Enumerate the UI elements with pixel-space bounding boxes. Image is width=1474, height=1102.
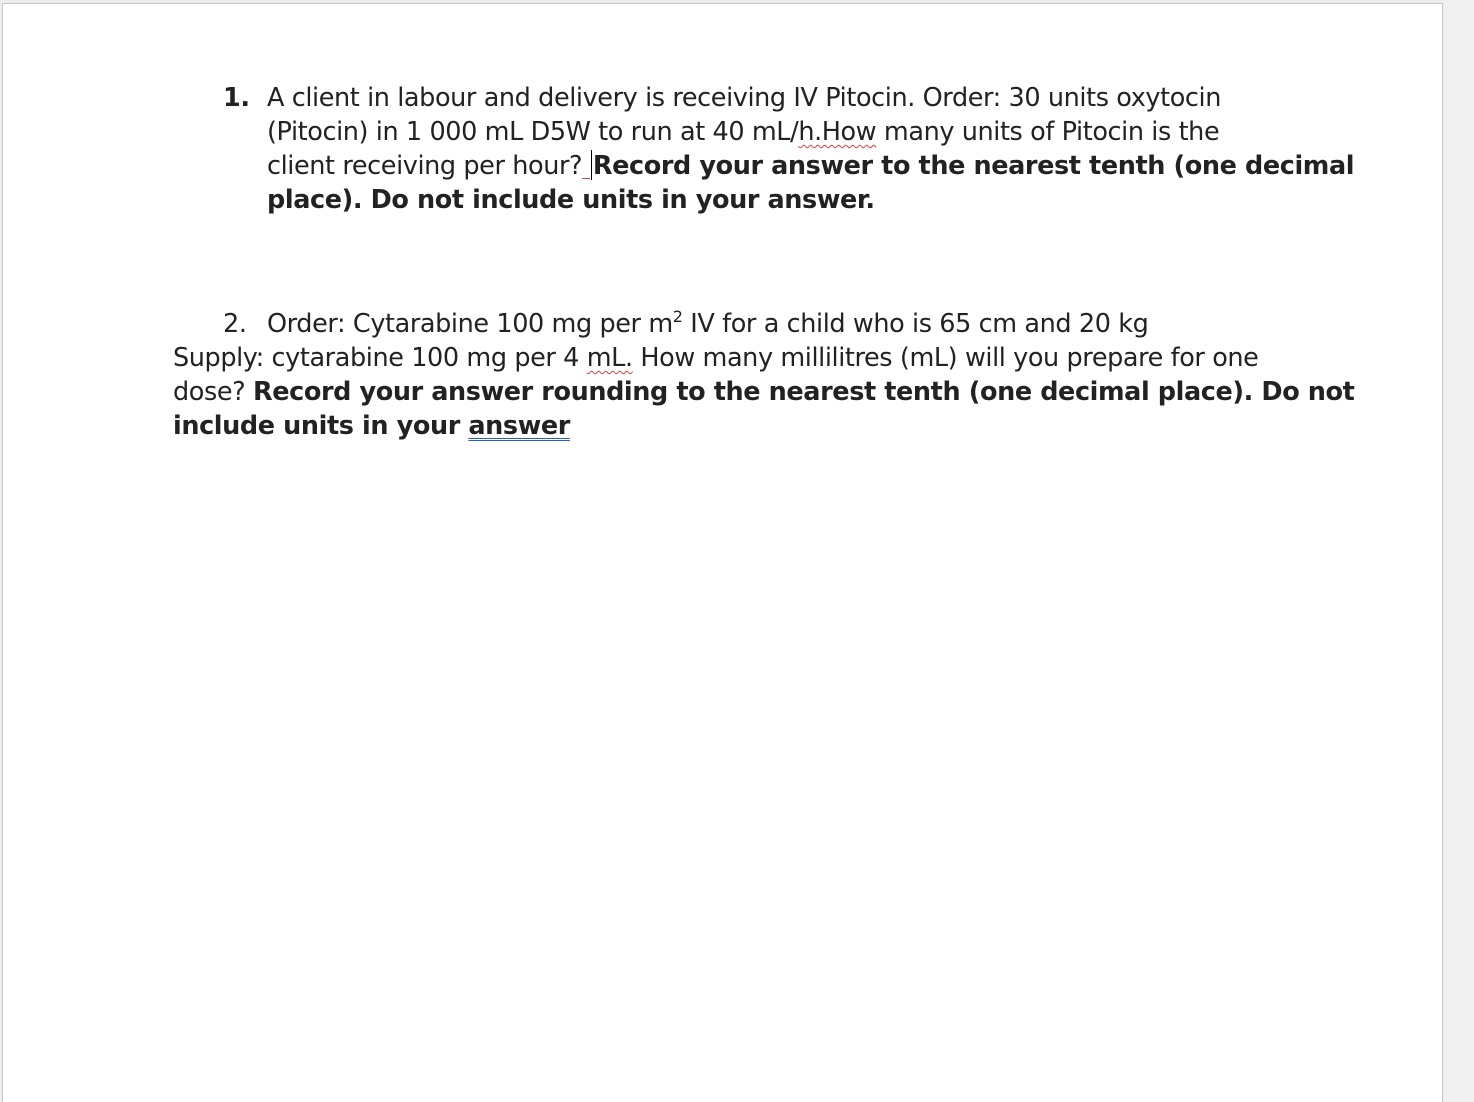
text-line	[267, 115, 1307, 149]
superscript: 2	[672, 307, 683, 326]
text-run: IV for a child who is 65 cm and 20 kg	[682, 309, 1149, 339]
text-run: Order: Cytarabine 100 mg per m	[267, 309, 673, 339]
question-text[interactable]	[173, 307, 1355, 443]
bold-instruction: Record your answer rounding to the nearest tenth (one decimal place). Do not	[253, 377, 1355, 407]
text-line	[267, 81, 1307, 115]
text-line	[267, 183, 1307, 217]
text-run: Supply: cytarabine 100 mg per 4	[173, 343, 587, 373]
bold-instruction: include units in your	[173, 411, 469, 441]
text-run: dose?	[173, 377, 254, 407]
spelling-flagged-text[interactable]: h.How	[798, 117, 877, 147]
bold-instruction: Record your answer to the nearest tenth (one decimal	[592, 151, 1355, 181]
text-run: A client in labour and delivery is receiving IV Pitocin. Order: 30 units oxytocin	[267, 83, 1221, 113]
question-number: 1.	[223, 83, 250, 113]
document-page[interactable]	[2, 3, 1443, 1102]
text-line	[267, 149, 1355, 183]
text-line	[173, 307, 1323, 341]
text-cursor	[591, 150, 592, 180]
text-run: How many millilitres (mL) will you prepare for one	[632, 343, 1259, 373]
bold-instruction: place). Do not include units in your answer.	[267, 185, 875, 215]
text-line	[173, 409, 1323, 443]
grammar-flagged-text[interactable]: answer	[468, 411, 570, 441]
grammar-flagged-space[interactable]	[582, 151, 590, 181]
question-text[interactable]	[267, 81, 1355, 217]
question-number: 2.	[223, 309, 247, 339]
text-line	[173, 375, 1355, 409]
spelling-flagged-text[interactable]: mL.	[586, 343, 633, 373]
text-line	[173, 341, 1323, 375]
scrollbar-track[interactable]	[1444, 0, 1474, 1102]
text-run: many units of Pitocin is the	[876, 117, 1220, 147]
text-run: (Pitocin) in 1 000 mL D5W to run at 40 mL/	[267, 117, 799, 147]
question-2	[173, 307, 1355, 443]
text-run: client receiving per hour?	[267, 151, 583, 181]
